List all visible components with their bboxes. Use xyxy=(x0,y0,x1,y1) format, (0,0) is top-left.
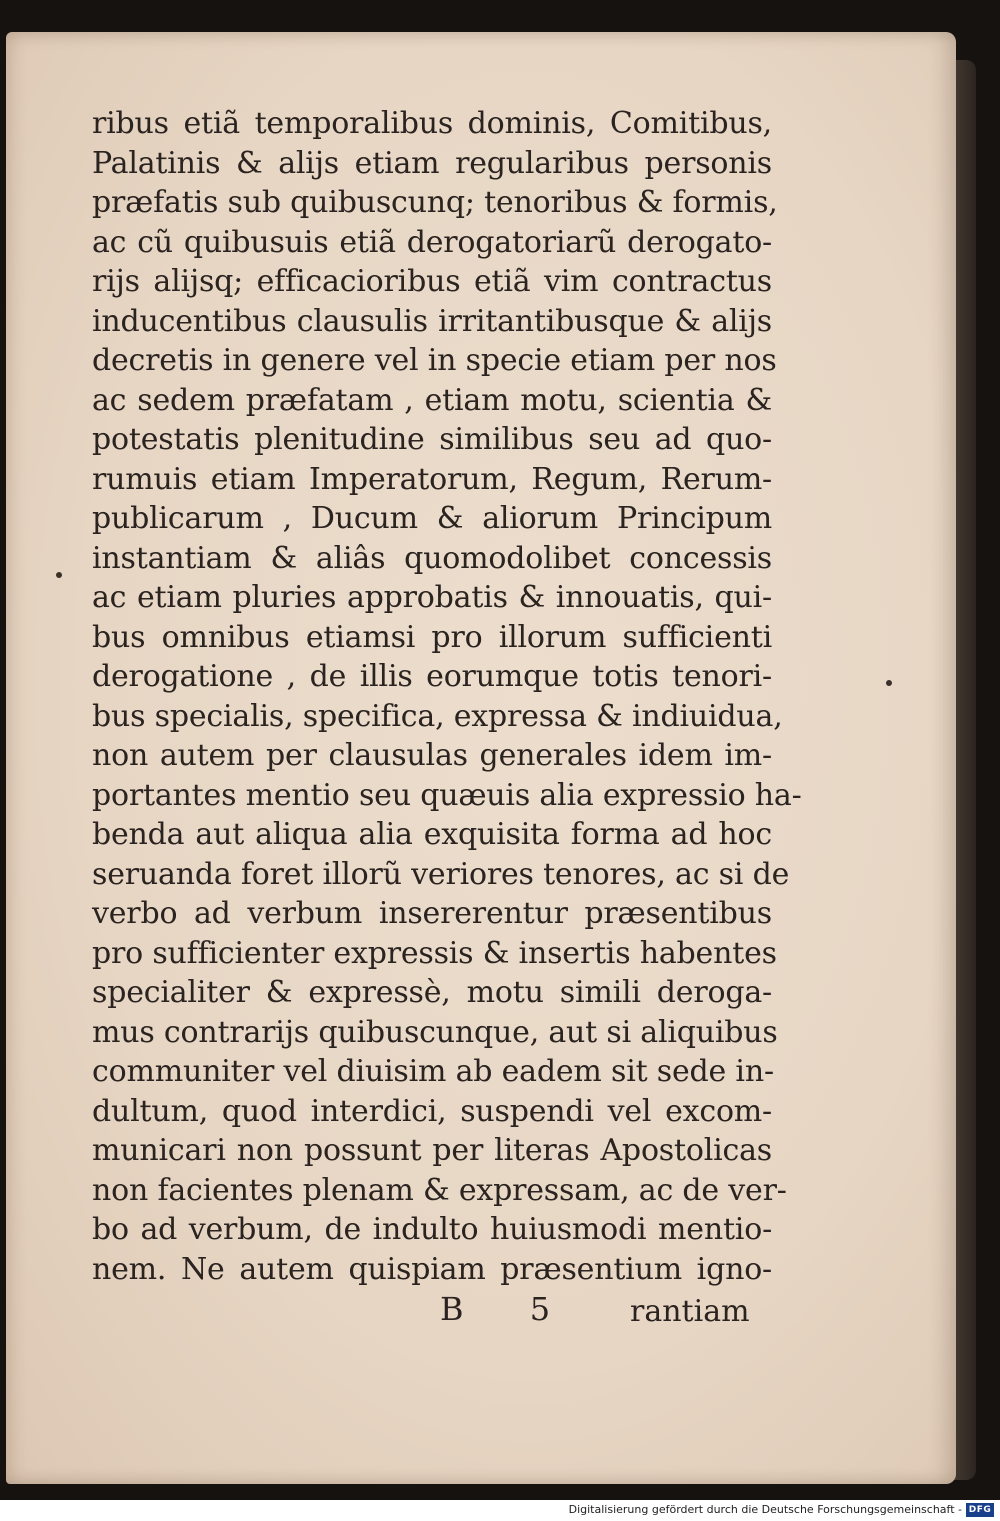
text-line: bus omnibus etiamsi pro illorum sufficienti xyxy=(92,619,772,655)
page-text xyxy=(92,104,802,1289)
text-line: ac sedem præfatam , etiam motu, scientia & xyxy=(92,382,772,418)
dfg-logo-icon: DFG xyxy=(966,1503,994,1517)
text-line: dultum, quod interdici, suspendi vel excom- xyxy=(92,1093,772,1129)
text-line: rumuis etiam Imperatorum, Regum, Rerum- xyxy=(92,461,772,497)
text-line: seruanda foret illorũ veriores tenores, ac si de xyxy=(92,856,790,892)
text-line: præfatis sub quibuscunq; tenoribus & formis, xyxy=(92,185,778,220)
text-line: nem. Ne autem quispiam præsentium igno- xyxy=(92,1251,772,1287)
text-line: inducentibus clausulis irritantibusque & alijs xyxy=(92,303,772,339)
text-line: potestatis plenitudine similibus seu ad quo- xyxy=(92,422,772,457)
signature-mark: B 5 xyxy=(440,1290,579,1328)
text-line: mus contrarijs quibuscunque, aut si aliquibus xyxy=(92,1014,778,1050)
text-line: derogatione , de illis eorumque totis tenori- xyxy=(92,659,772,694)
text-line: ac cũ quibusuis etiã derogatoriarũ derogato- xyxy=(92,224,772,260)
text-line: decretis in genere vel in specie etiam per nos xyxy=(92,343,777,378)
text-line: municari non possunt per literas Apostolicas xyxy=(92,1133,772,1168)
text-line: rijs alijsq; efficacioribus etiã vim contractus xyxy=(92,264,772,299)
text-line: instantiam & aliâs quomodolibet concessis xyxy=(92,540,772,576)
text-line: specialiter & expressè, motu simili deroga- xyxy=(92,975,772,1010)
text-line: benda aut aliqua alia exquisita forma ad hoc xyxy=(92,817,772,852)
catchword: rantiam xyxy=(630,1294,750,1329)
text-line: bo ad verbum, de indulto huiusmodi mentio- xyxy=(92,1212,772,1247)
text-line: verbo ad verbum insererentur præsentibus xyxy=(92,896,772,931)
text-line: non autem per clausulas generales idem im- xyxy=(92,738,772,773)
text-line: portantes mentio seu quæuis alia expressio ha- xyxy=(92,777,802,813)
text-line: ac etiam pluries approbatis & innouatis, qui- xyxy=(92,580,772,615)
ink-speck xyxy=(56,572,62,578)
funding-credit: Digitalisierung gefördert durch die Deutsche Forschungsgemeinschaft - xyxy=(568,1503,962,1516)
text-line: ribus etiã temporalibus dominis, Comitibus, xyxy=(92,106,772,141)
text-line: pro sufficienter expressis & insertis habentes xyxy=(92,935,777,971)
text-line: Palatinis & alijs etiam regularibus personis xyxy=(92,145,772,181)
text-line: publicarum , Ducum & aliorum Principum xyxy=(92,501,772,536)
text-line: bus specialis, specifica, expressa & indiuidua, xyxy=(92,698,783,734)
text-line: communiter vel diuisim ab eadem sit sede in- xyxy=(92,1054,774,1089)
ink-speck xyxy=(886,680,892,686)
text-line: non facientes plenam & expressam, ac de ver- xyxy=(92,1172,787,1208)
